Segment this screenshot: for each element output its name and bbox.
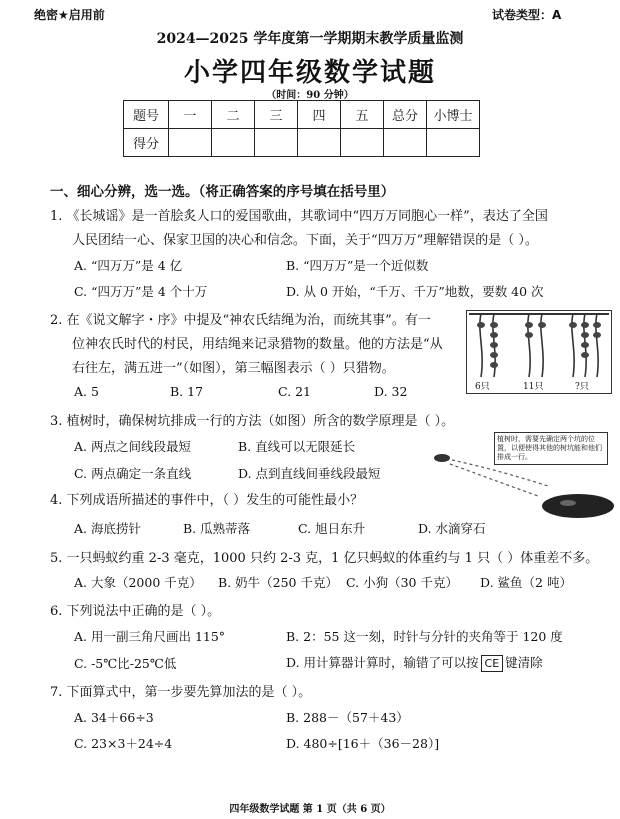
- score-cell: 题号: [124, 101, 169, 129]
- q5-option-c: C. 小狗（30 千克）: [346, 575, 458, 590]
- score-table: [123, 100, 480, 157]
- q4-option-a: A. 海底捞针: [74, 521, 141, 536]
- q5-line1: 5. 一只蚂蚁约重 2-3 毫克，1000 只约 2-3 克，1 亿只蚂蚁的体重约与 1 只（ ）体重差不多。: [50, 551, 599, 566]
- q1-line2: 人民团结一心、保家卫国的决心和信念。下面，关于“四万万”理解错误的是（ ）。: [72, 233, 538, 248]
- score-blank[interactable]: [384, 129, 427, 157]
- q7-option-d: D. 480÷[16＋（36－28）]: [286, 736, 440, 751]
- q1-option-d: D. 从 0 开始，“千万、千万”地数，要数 40 次: [286, 284, 544, 299]
- q5-option-b: B. 奶牛（250 千克）: [218, 575, 338, 590]
- score-cell: 一: [169, 101, 212, 129]
- knot-label-3: ?只: [575, 382, 589, 392]
- q2-option-c: C. 21: [278, 384, 311, 399]
- score-cell: 二: [212, 101, 255, 129]
- q7-line1: 7. 下面算式中，第一步要先算加法的是（ ）。: [50, 685, 312, 700]
- q4-option-b: B. 瓜熟蒂落: [183, 521, 251, 536]
- tree-planting-note: 植树时，需要先确定两个坑的位置，以便使得其他的树坑能和他们排成一行。: [494, 432, 608, 465]
- page-title: 小学四年级数学试题: [183, 58, 436, 88]
- score-table-header-row: [124, 101, 480, 129]
- q1-line1: 1. 《长城谣》是一首脍炙人口的爱国歌曲，其歌词中“四万万同胞心一样”，表达了全国: [50, 209, 548, 224]
- secret-label: 绝密★启用前: [34, 8, 105, 22]
- section-heading: 一、细心分辨，选一选。（将正确答案的序号填在括号里）: [50, 184, 395, 200]
- score-cell: 得分: [124, 129, 169, 157]
- score-cell: 三: [255, 101, 298, 129]
- score-blank[interactable]: [255, 129, 298, 157]
- q3-option-a: A. 两点之间线段最短: [74, 439, 191, 454]
- knot-label-1: 6只: [475, 382, 490, 392]
- q2-option-a: A. 5: [74, 384, 99, 399]
- q2-option-b: B. 17: [170, 384, 204, 399]
- q2-line3: 右往左，满五进一”（如图），第三幅图表示（ ）只猎物。: [72, 361, 395, 376]
- q6-line1: 6. 下列说法中正确的是（ ）。: [50, 604, 221, 619]
- q2-line1: 2. 在《说文解字・序》中提及“神农氏结绳为治，而统其事”。有一: [50, 313, 431, 328]
- q2-option-d: D. 32: [374, 384, 408, 399]
- q3-option-d: D. 点到直线间垂线段最短: [238, 466, 381, 481]
- q1-option-a: A. “四万万”是 4 亿: [74, 258, 183, 273]
- score-cell: 四: [298, 101, 341, 129]
- knot-label-2: 11只: [523, 382, 544, 392]
- paper-type-label: 试卷类型：A: [492, 8, 562, 22]
- q1-option-c: C. “四万万”是 4 个十万: [74, 284, 208, 299]
- q7-option-a: A. 34＋66÷3: [74, 710, 154, 725]
- score-blank[interactable]: [341, 129, 384, 157]
- exam-name: 2024—2025 学年度第一学期期末教学质量监测: [156, 31, 464, 47]
- q6-option-b: B. 2：55 这一刻，时针与分针的夹角等于 120 度: [286, 629, 563, 644]
- score-blank[interactable]: [212, 129, 255, 157]
- ce-key: CE: [481, 655, 504, 672]
- exam-time: （时间：90 分钟）: [266, 90, 354, 101]
- tree-planting-illustration: [428, 448, 618, 530]
- score-blank[interactable]: [169, 129, 212, 157]
- q3-line1: 3. 植树时，确保树坑排成一行的方法（如图）所含的数学原理是（ ）。: [50, 414, 455, 429]
- q1-option-b: B. “四万万”是一个近似数: [286, 258, 429, 273]
- q5-option-d: D. 鲨鱼（2 吨）: [480, 575, 572, 590]
- q6-option-d-suffix: 键清除: [505, 655, 543, 670]
- q5-option-a: A. 大象（2000 千克）: [74, 575, 202, 590]
- knot-rope-figure: [466, 310, 612, 394]
- score-blank[interactable]: [298, 129, 341, 157]
- q6-option-c: C. -5℃比-25℃低: [74, 656, 177, 671]
- score-cell: 总分: [384, 101, 427, 129]
- q4-option-d: D. 水滴穿石: [418, 521, 486, 536]
- score-blank[interactable]: [427, 129, 480, 157]
- score-cell: 五: [341, 101, 384, 129]
- q4-line1: 4. 下列成语所描述的事件中，（ ）发生的可能性最小？: [50, 493, 364, 508]
- q2-line2: 位神农氏时代的村民，用结绳来记录猎物的数量。他的方法是“从: [72, 337, 443, 352]
- q3-option-c: C. 两点确定一条直线: [74, 466, 192, 481]
- q4-option-c: C. 旭日东升: [298, 521, 366, 536]
- score-cell: 小博士: [427, 101, 480, 129]
- q6-option-a: A. 用一副三角尺画出 115°: [74, 629, 226, 644]
- q3-option-b: B. 直线可以无限延长: [238, 439, 356, 454]
- page-footer: 四年级数学试题 第 1 页（共 6 页）: [229, 804, 391, 815]
- q6-option-d-text: D. 用计算器计算时，输错了可以按: [286, 655, 479, 670]
- q7-option-b: B. 288－（57＋43）: [286, 710, 409, 725]
- score-table-score-row: [124, 129, 480, 157]
- q6-option-d: [286, 653, 543, 672]
- q7-option-c: C. 23×3＋24÷4: [74, 736, 173, 751]
